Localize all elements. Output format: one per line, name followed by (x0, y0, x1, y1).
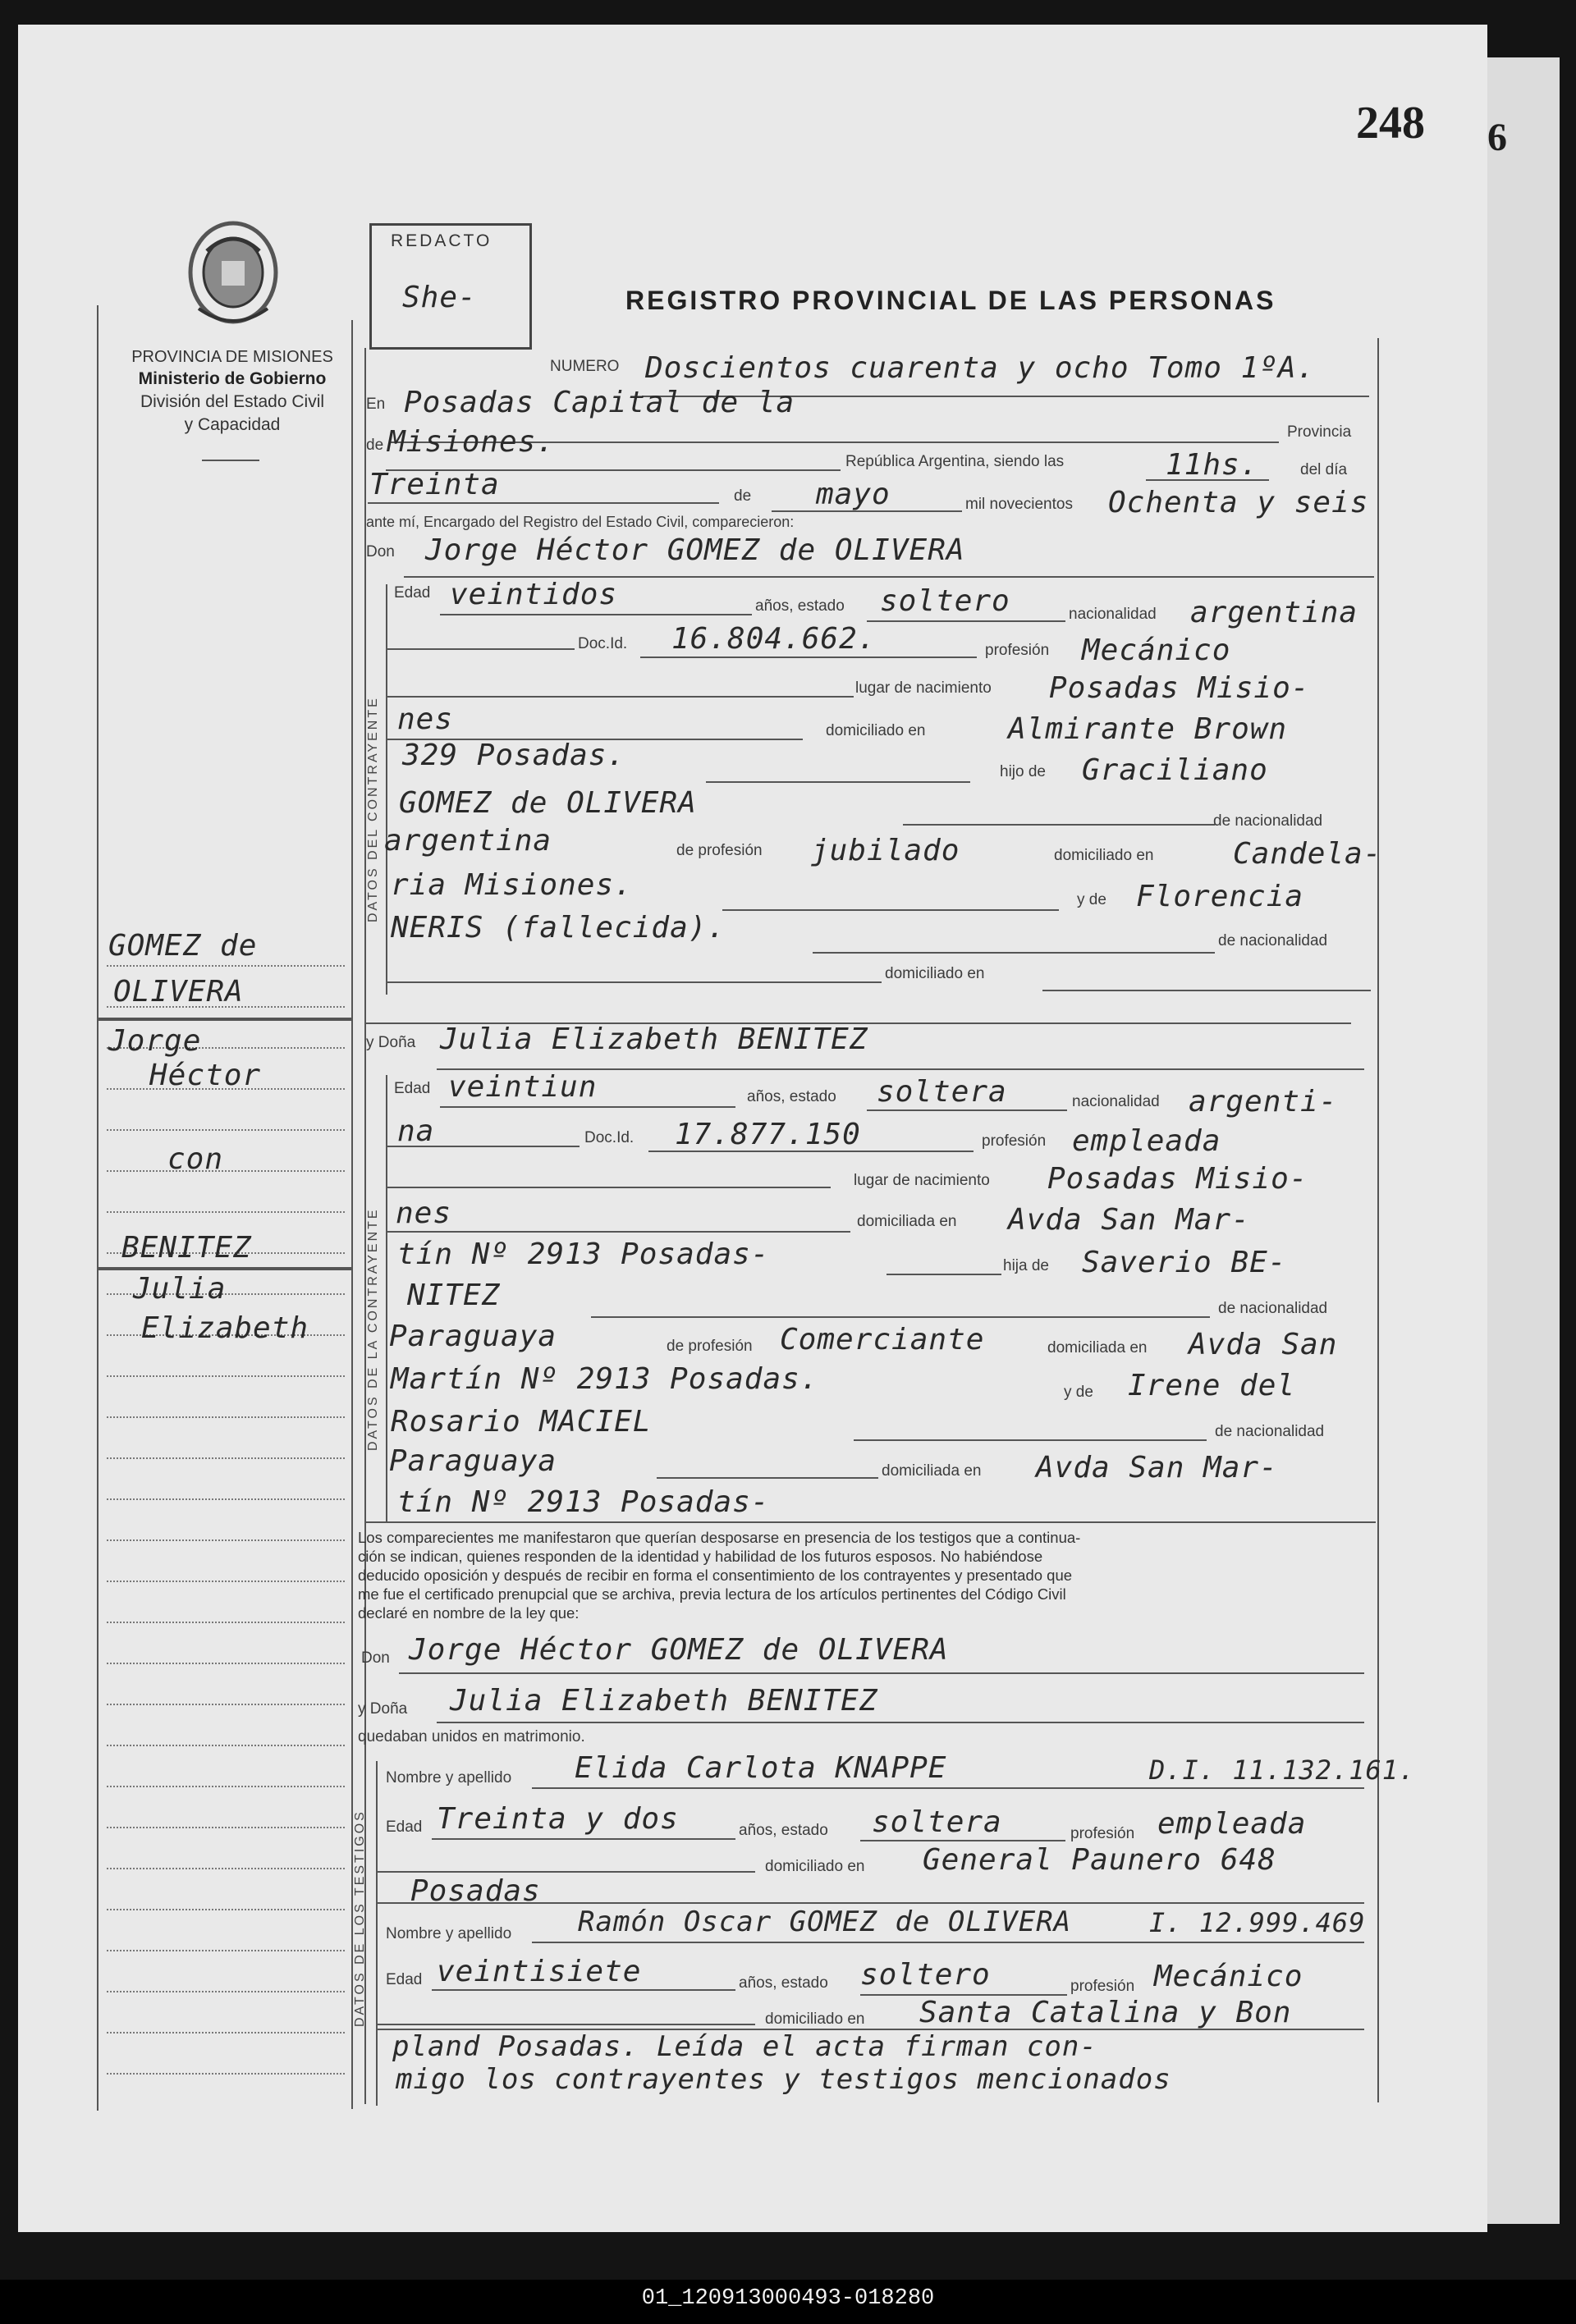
bride-mother-label: y de (1064, 1384, 1093, 1401)
provincia-label: Provincia (1287, 423, 1352, 441)
year-value: Ochenta y seis (1108, 486, 1369, 519)
margin-surname-2: OLIVERA (113, 975, 244, 1009)
place-line-2: Misiones. (387, 425, 556, 459)
del-dia-label: del día (1300, 461, 1348, 478)
bride-anos-label: años, estado (747, 1088, 836, 1105)
bride-prof-label: profesión (982, 1132, 1047, 1150)
witness1-anos-label: años, estado (739, 1822, 828, 1839)
bride-address-1: Avda San Mar- (1008, 1203, 1250, 1237)
bride-age: veintiun (448, 1070, 598, 1104)
groom-prof-label: profesión (985, 642, 1050, 659)
witness1-name: Elida Carlota KNAPPE (575, 1751, 947, 1785)
page-number-side: 6 (1487, 116, 1507, 159)
margin-given-3: Julia (133, 1272, 227, 1306)
day-value: Treinta (369, 468, 500, 501)
margin-rule-line (107, 1170, 345, 1172)
witness1-name-rule (532, 1787, 1364, 1789)
groom-section-border (386, 584, 387, 995)
groom-profession: Mecánico (1082, 634, 1231, 667)
witness2-age-rule (432, 1989, 735, 1991)
bride-birthplace-1: Posadas Misio- (1047, 1162, 1308, 1196)
groom-hijo-label: hijo de (1000, 763, 1046, 780)
redacto-label: REDACTO (391, 231, 492, 250)
bride-father-1: Saverio BE- (1082, 1246, 1287, 1279)
groom-birthplace-1: Posadas Misio- (1049, 671, 1310, 705)
bride-mother-nac-label: de nacionalidad (1215, 1423, 1325, 1440)
bride-nationality-2: na (397, 1114, 435, 1148)
witness2-profession: Mecánico (1154, 1960, 1303, 1993)
page-number: 248 (1356, 98, 1425, 149)
numero-label: NUMERO (550, 358, 620, 375)
bride-father-nationality: Paraguaya (389, 1320, 557, 1353)
margin-given-1: Jorge (108, 1024, 202, 1058)
office-line-3: División del Estado Civil (140, 392, 325, 411)
groom-mother-label: y de (1077, 891, 1106, 908)
office-rule (202, 460, 259, 461)
bride-father-2: NITEZ (407, 1279, 501, 1312)
matrimonio-text: quedaban unidos en matrimonio. (358, 1728, 585, 1745)
groom-doc-label: Doc.Id. (578, 635, 628, 652)
groom-lugar-label: lugar de nacimiento (855, 679, 992, 697)
bride-section-label: DATOS DE LA CONTRAYENTE (366, 1207, 380, 1451)
groom-address-2: 329 Posadas. (402, 739, 626, 772)
coat-of-arms-icon (182, 218, 284, 330)
bride-father-rule (591, 1316, 1210, 1318)
bride-mother-2: Rosario MACIEL (391, 1405, 652, 1439)
groom-anos-label: años, estado (755, 597, 845, 615)
numero-value: Doscientos cuarenta y ocho Tomo 1ºA. (645, 351, 1316, 385)
place-line-1: Posadas Capital de la (404, 386, 795, 419)
married-dona-label: y Doña (358, 1700, 408, 1718)
witness2-prof-label: profesión (1070, 1978, 1135, 1995)
declaration-line: me fue el certificado prenupcial que se archiva, previa lectura de los artículos pertinentes del Código Civil (358, 1585, 1066, 1603)
margin-divider-1 (97, 1018, 353, 1021)
bride-section-border (386, 1075, 387, 1521)
groom-father-1: Graciliano (1082, 753, 1268, 787)
witness2-dom-label: domiciliado en (765, 2011, 865, 2028)
margin-surname-3: BENITEZ (121, 1231, 252, 1265)
bride-nationality-rule (386, 1146, 580, 1147)
witness1-dom-pre-rule (378, 1871, 755, 1873)
witness2-anos-label: años, estado (739, 1974, 828, 1992)
groom-edad-label: Edad (394, 584, 431, 602)
groom-mother-dom-rule (1042, 990, 1371, 991)
mil-novecientos-label: mil novecientos (965, 496, 1073, 513)
bride-profession: empleada (1072, 1124, 1221, 1158)
declaration-line: Los comparecientes me manifestaron que querían desposarse en presencia de los testigos que a continua- (358, 1529, 1081, 1546)
groom-status-rule (867, 620, 1065, 622)
margin-rule-line (107, 1663, 345, 1664)
margin-given-4: Elizabeth (141, 1311, 309, 1345)
bride-father-address-1: Avda San (1189, 1328, 1338, 1361)
bride-status: soltera (877, 1075, 1007, 1109)
ante-mi-text: ante mí, Encargado del Registro del Estado Civil, comparecieron: (366, 514, 795, 530)
en-label: En (366, 396, 386, 413)
groom-dom-label: domiciliado en (826, 722, 926, 739)
bride-father-nac-label: de nacionalidad (1218, 1300, 1328, 1317)
bride-father-dom-label: domiciliada en (1047, 1339, 1148, 1356)
margin-rule-line (107, 1622, 345, 1623)
margin-rule-line (107, 965, 345, 967)
document-title: REGISTRO PROVINCIAL DE LAS PERSONAS (625, 286, 1276, 315)
month-rule (772, 510, 962, 512)
married-groom-rule (399, 1672, 1364, 1674)
margin-rule-line (107, 1827, 345, 1828)
witness2-name-rule (532, 1942, 1364, 1943)
de-label: de (366, 437, 384, 454)
witness2-id: I. 12.999.469 (1149, 1907, 1366, 1938)
witness1-name-label: Nombre y apellido (386, 1769, 512, 1786)
groom-mother-rule (813, 952, 1215, 954)
groom-father-prof-label: de profesión (676, 842, 763, 859)
margin-rule-line (107, 1991, 345, 1992)
bride-mother-address-1: Avda San Mar- (1036, 1451, 1278, 1485)
groom-doc: 16.804.662. (671, 622, 877, 656)
hour-value: 11hs. (1166, 448, 1259, 482)
groom-age-rule (440, 614, 752, 615)
married-bride-name: Julia Elizabeth BENITEZ (450, 1684, 878, 1718)
bride-end-rule (366, 1521, 1376, 1523)
bride-father-address-2: Martín Nº 2913 Posadas. (391, 1362, 819, 1396)
closing-line-2: migo los contrayentes y testigos mencionados (396, 2063, 1171, 2096)
married-groom-name: Jorge Héctor GOMEZ de OLIVERA (409, 1633, 949, 1667)
witness2-dom-pre-rule (378, 2024, 755, 2025)
de-mes-label: de (734, 487, 752, 505)
month-value: mayo (816, 478, 891, 511)
margin-surname-1: GOMEZ de (108, 929, 258, 963)
margin-rule-line (107, 1416, 345, 1418)
groom-father-address-2: ria Misiones. (391, 868, 633, 902)
hour-rule (1146, 479, 1269, 481)
witness1-status: soltera (872, 1805, 1002, 1839)
groom-birthplace-2: nes (397, 702, 454, 736)
witness1-address-1: General Paunero 648 (923, 1843, 1276, 1877)
witness2-name: Ramón Oscar GOMEZ de OLIVERA (578, 1905, 1072, 1938)
groom-father-address-1: Candela- (1233, 837, 1382, 871)
office-line-4: y Capacidad (184, 415, 281, 434)
witness2-address: Santa Catalina y Bon (919, 1996, 1292, 2029)
witness1-dom-label: domiciliado en (765, 1858, 865, 1875)
day-rule (368, 502, 719, 504)
witness1-age: Treinta y dos (437, 1802, 679, 1836)
margin-rule-line (107, 1909, 345, 1910)
margin-rule-line (107, 2032, 345, 2034)
groom-address-rule (706, 781, 970, 783)
groom-father-rule (903, 824, 1215, 826)
witness1-age-rule (432, 1838, 735, 1840)
declaration-text (358, 1528, 1376, 1622)
bride-mother-rule (854, 1439, 1207, 1441)
margin-rule-line (107, 1211, 345, 1213)
margin-rule-line (107, 1786, 345, 1787)
margin-rule-line (107, 1375, 345, 1377)
witness2-edad-label: Edad (386, 1971, 423, 1988)
married-don-label: Don (361, 1649, 390, 1667)
groom-nationality: argentina (1190, 596, 1358, 629)
witness2-status: soltero (860, 1958, 991, 1992)
groom-mother-nac-label: de nacionalidad (1218, 932, 1328, 949)
margin-given-2: Héctor (149, 1059, 262, 1092)
don-label: Don (366, 543, 395, 560)
declaration-line: ción se indican, quienes responden de la identidad y habilidad de los futuros esposos. No habiéndose (358, 1548, 1043, 1565)
groom-mother-dom-label: domiciliado en (885, 965, 985, 982)
margin-rule-line (107, 1129, 345, 1131)
scan-id: 01_120913000493-018280 (641, 2286, 935, 2311)
margin-connector: con (167, 1142, 224, 1176)
groom-mother-2: NERIS (fallecida). (391, 911, 726, 945)
witness1-id: D.I. 11.132.161. (1149, 1754, 1416, 1786)
margin-rule-line (107, 1868, 345, 1869)
bride-edad-label: Edad (394, 1080, 431, 1097)
margin-rule-line (107, 1950, 345, 1951)
married-bride-rule (437, 1722, 1364, 1723)
bride-birth-rule (386, 1231, 850, 1233)
margin-rule-line (107, 1539, 345, 1541)
bride-address-rule (886, 1274, 1001, 1275)
groom-address-1: Almirante Brown (1008, 712, 1288, 746)
groom-father-address-rule (722, 909, 1059, 911)
bride-mother-1: Irene del (1128, 1369, 1296, 1402)
groom-nac-label: nacionalidad (1069, 606, 1157, 623)
margin-rule-line (107, 1704, 345, 1705)
bride-mother-nationality-rule (657, 1477, 878, 1479)
declaration-line: declaré en nombre de la ley que: (358, 1604, 580, 1622)
margin-left-border (97, 305, 98, 2111)
bride-mother-address-2: tín Nº 2913 Posadas- (397, 1485, 770, 1519)
groom-father-2: GOMEZ de OLIVERA (399, 786, 697, 820)
groom-doc-rule (640, 656, 977, 658)
margin-rule-line (107, 1581, 345, 1582)
witness2-name-label: Nombre y apellido (386, 1925, 512, 1942)
margin-rule-line (107, 1457, 345, 1459)
margin-rule-line (107, 1745, 345, 1746)
witness-section-border (376, 1761, 378, 2106)
witness1-address-2: Posadas (410, 1874, 541, 1908)
bride-mother-nationality: Paraguaya (389, 1444, 557, 1478)
groom-mother-dom-pre-rule (386, 981, 882, 983)
bride-hija-label: hija de (1003, 1257, 1049, 1274)
groom-father-profession: jubilado (811, 834, 960, 867)
bride-birth-pre-rule (386, 1187, 831, 1188)
margin-divider-2 (97, 1267, 353, 1270)
bride-nationality-1: argenti- (1189, 1085, 1338, 1119)
witness2-age: veintisiete (437, 1955, 642, 1988)
office-line-1: PROVINCIA DE MISIONES (131, 348, 333, 366)
groom-father-nac-label: de nacionalidad (1213, 812, 1323, 830)
bride-status-rule (867, 1109, 1067, 1111)
groom-section-label: DATOS DEL CONTRAYENTE (366, 696, 380, 922)
office-line-2: Ministerio de Gobierno (138, 369, 327, 388)
bride-dom-label: domiciliada en (857, 1213, 957, 1230)
bride-father-prof-label: de profesión (667, 1338, 753, 1355)
groom-father-nationality: argentina (384, 824, 552, 858)
groom-name: Jorge Héctor GOMEZ de OLIVERA (425, 533, 965, 567)
form-right-border (1377, 338, 1379, 2102)
witness1-end-rule (376, 1902, 1364, 1904)
groom-age: veintidos (450, 578, 618, 611)
witness1-status-rule (860, 1840, 1065, 1841)
groom-mother-1: Florencia (1136, 880, 1304, 913)
republica-label: República Argentina, siendo las (845, 453, 1065, 470)
bride-doc-label: Doc.Id. (584, 1129, 635, 1146)
bride-mother-dom-label: domiciliada en (882, 1462, 982, 1480)
margin-rule-line (107, 2073, 345, 2075)
closing-line-1: pland Posadas. Leída el acta firman con- (392, 2030, 1097, 2063)
redacto-initials: She- (402, 281, 477, 314)
bride-doc: 17.877.150 (675, 1118, 861, 1151)
bride-father-profession: Comerciante (780, 1323, 985, 1356)
bride-age-rule (440, 1106, 735, 1108)
witness1-profession: empleada (1157, 1807, 1307, 1841)
bride-birthplace-2: nes (396, 1196, 452, 1230)
witness-section-label: DATOS DE LOS TESTIGOS (353, 1809, 367, 2027)
margin-rule-line (107, 1498, 345, 1500)
bride-name: Julia Elizabeth BENITEZ (440, 1022, 868, 1056)
groom-father-dom-label: domiciliado en (1054, 847, 1154, 864)
bride-address-2: tín Nº 2913 Posadas- (397, 1237, 770, 1271)
groom-birth-pre-rule (386, 696, 854, 698)
groom-doc-pre-rule (386, 648, 575, 650)
bride-nac-label: nacionalidad (1072, 1093, 1160, 1110)
dona-label: y Doña (366, 1034, 416, 1051)
bride-lugar-label: lugar de nacimiento (854, 1172, 990, 1189)
witness1-edad-label: Edad (386, 1818, 423, 1836)
witness1-prof-label: profesión (1070, 1825, 1135, 1842)
bride-doc-rule (648, 1151, 974, 1152)
groom-status: soltero (880, 584, 1010, 618)
declaration-line: deducido oposición y después de recibir en forma el consentimiento de los contrayentes y presentado que (358, 1567, 1073, 1584)
